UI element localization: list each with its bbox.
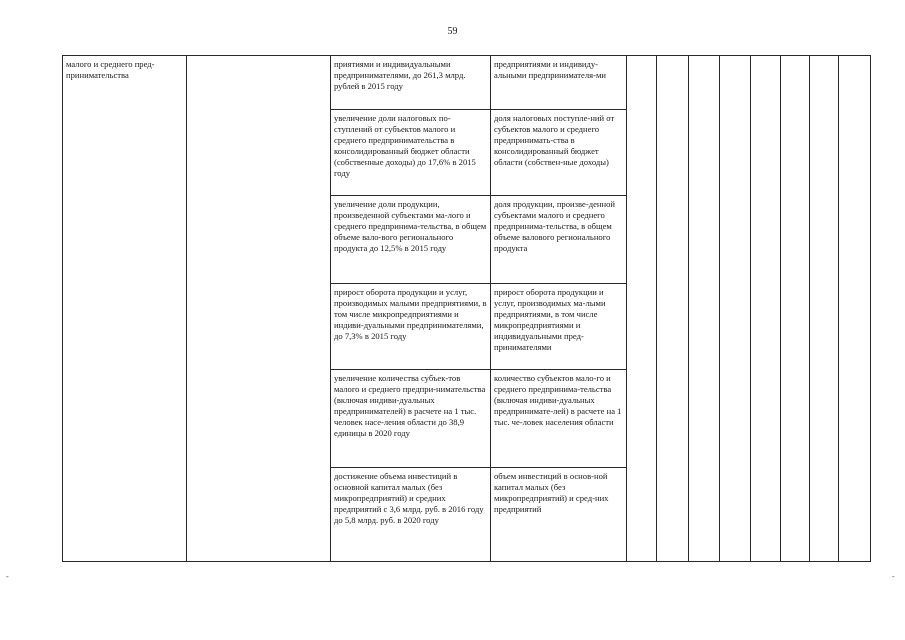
indicator-cell	[491, 110, 627, 196]
indicator-cell	[491, 196, 627, 284]
value-cell	[627, 56, 657, 562]
indicator-cell	[491, 284, 627, 370]
value-cell	[720, 56, 751, 562]
result-text: увеличение доли налоговых по-ступлений от субъектов малого и среднего предпринимательства в консолидированный бюджет области (собственные доходы) до 17,6% в 2015 году	[334, 113, 476, 178]
program-indicators-table	[62, 55, 871, 562]
indicator-text: предприятиями и индивиду-альными предпринимателя-ми	[494, 59, 606, 80]
result-cell	[331, 110, 491, 196]
result-cell	[331, 196, 491, 284]
empty-column-cell	[187, 56, 331, 562]
value-cell	[810, 56, 839, 562]
result-text: увеличение доли продукции, произведенной субъектами ма-лого и среднего предпринима-тельства, в общем объеме вало-вого регионального продукта до 12,5% в 2015 году	[334, 199, 487, 253]
indicator-cell	[491, 468, 627, 562]
result-text: достижение объема инвестиций в основной капитал малых (без микропредприятий) и средних предприятий с 3,6 млрд. руб. в 2016 году до 5,8 млрд. руб. в 2020 году	[334, 471, 484, 525]
indicator-text: объем инвестиций в основ-ной капитал малых (без микропредприятий) и сред-них предприятий	[494, 471, 609, 514]
indicator-text: прирост оборота продукции и услуг, производимых ма-лыми предприятиями, в том числе микропредприятиями и индивидуальными пред-принимателями	[494, 287, 606, 352]
result-text: увеличение количества субъек-тов малого и среднего предпри-нимательства (включая индиви-дуальных предпринимателей) в расчете на 1 тыс. человек насе-ления области до 38,9 единицы в 2020 году	[334, 373, 486, 438]
indicator-cell	[491, 370, 627, 468]
result-cell	[331, 284, 491, 370]
result-text: прирост оборота продукции и услуг, производимых малыми предприятиями, в том числе микропредприятиями и индиви-дуальными предпринимателями, до 7,3% в 2015 году	[334, 287, 487, 341]
table-row	[63, 56, 871, 110]
task-text: малого и среднего пред- принимательства	[66, 59, 155, 80]
result-text: приятиями и индивидуальными предпринимателями, до 261,3 млрд. рублей в 2015 году	[334, 59, 466, 91]
value-cell	[689, 56, 720, 562]
result-cell	[331, 468, 491, 562]
indicator-text: доля продукции, произве-денной субъектами малого и среднего предпринима-тельства, в общем объеме валового регионального продукта	[494, 199, 615, 253]
result-cell	[331, 56, 491, 110]
page-number: 59	[447, 26, 458, 37]
value-cell	[751, 56, 781, 562]
indicator-text: количество субъектов мало-го и среднего предпринима-тельства (включая индиви-дуальных предпринимате-лей) в расчете на 1 тыс. че-ловек населения области	[494, 373, 622, 427]
indicator-text: доля налоговых поступле-ний от субъектов малого и среднего предпринимать-ства в консолидированный бюджет области (собствен-ные доходы)	[494, 113, 615, 167]
indicator-cell	[491, 56, 627, 110]
task-cell	[63, 56, 187, 562]
right-edge-mark: -	[892, 572, 895, 581]
value-cell	[781, 56, 810, 562]
result-cell	[331, 370, 491, 468]
value-cell	[657, 56, 689, 562]
left-edge-mark: -	[6, 572, 9, 581]
value-cell	[839, 56, 871, 562]
